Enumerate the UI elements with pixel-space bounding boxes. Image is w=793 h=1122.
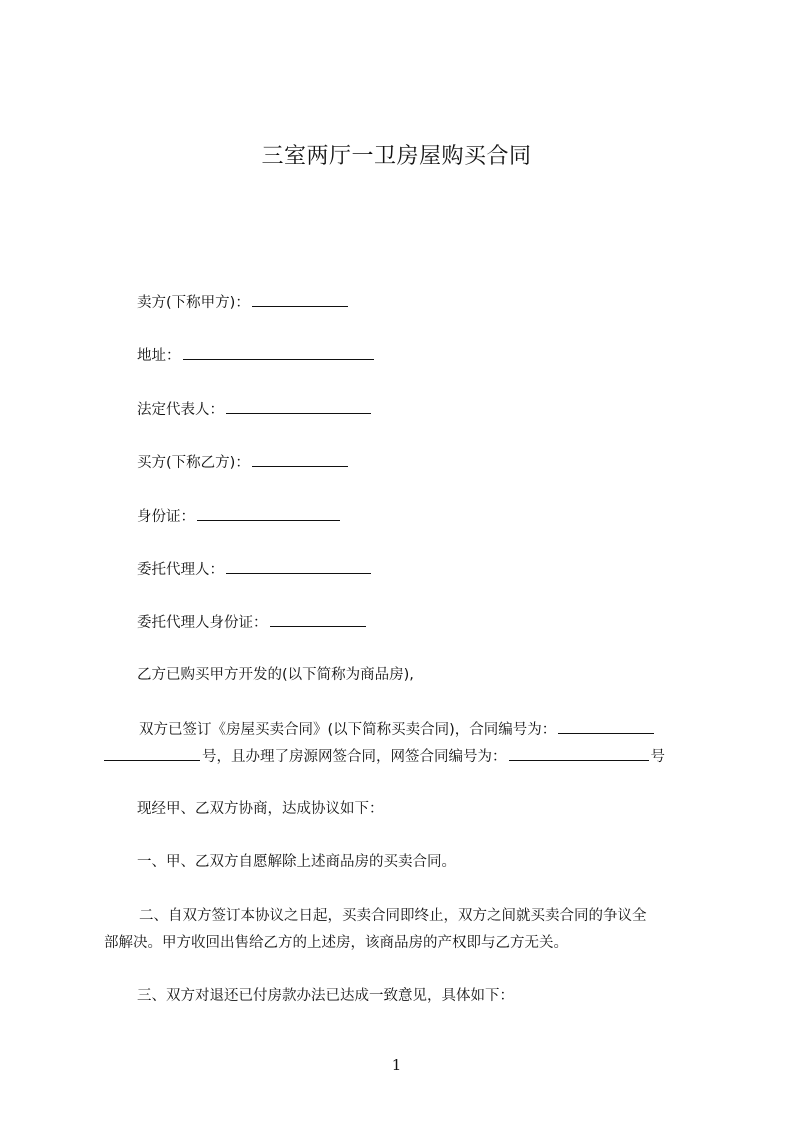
legal-rep-label: 法定代表人： — [137, 402, 224, 418]
signed-text-2b: 号 — [650, 749, 665, 765]
agent-line — [137, 559, 373, 580]
clause-1: 一、甲、乙双方自愿解除上述商品房的买卖合同。 — [137, 854, 456, 870]
online-contract-number-blank[interactable] — [509, 746, 649, 761]
legal-rep-blank[interactable] — [226, 399, 371, 414]
seller-line — [137, 292, 350, 313]
seller-blank[interactable] — [252, 292, 348, 307]
clause-2-line-1: 二、自双方签订本协议之日起，买卖合同即终止，双方之间就买卖合同的争议全 — [139, 908, 647, 924]
purchase-paragraph: 乙方已购买甲方开发的(以下简称为商品房), — [137, 667, 414, 683]
signed-paragraph-line-2 — [104, 746, 665, 767]
agent-id-label: 委托代理人身份证： — [137, 615, 268, 631]
signed-paragraph-line-1 — [139, 719, 656, 740]
address-line — [137, 345, 376, 366]
buyer-line — [137, 452, 350, 473]
page-number: 1 — [391, 1056, 402, 1074]
buyer-blank[interactable] — [252, 452, 348, 467]
id-label: 身份证： — [137, 509, 195, 525]
seller-label: 卖方(下称甲方)： — [137, 295, 250, 311]
agent-blank[interactable] — [226, 559, 371, 574]
clause-2-line-2: 部解决。甲方收回出售给乙方的上述房，该商品房的产权即与乙方无关。 — [104, 935, 568, 951]
agreement-paragraph: 现经甲、乙双方协商，达成协议如下： — [137, 801, 384, 817]
document-title: 三室两厅一卫房屋购买合同 — [261, 144, 532, 169]
id-blank[interactable] — [197, 506, 340, 521]
contract-number-blank-part1[interactable] — [558, 719, 654, 734]
agent-label: 委托代理人： — [137, 562, 224, 578]
id-line — [137, 506, 342, 527]
address-label: 地址： — [137, 348, 181, 364]
buyer-label: 买方(下称乙方)： — [137, 455, 250, 471]
agent-id-blank[interactable] — [270, 612, 366, 627]
contract-number-blank-part2[interactable] — [104, 746, 200, 761]
legal-rep-line — [137, 399, 373, 420]
signed-text-2a: 号，且办理了房源网签合同，网签合同编号为： — [202, 749, 507, 765]
agent-id-line — [137, 612, 368, 633]
signed-text-1: 双方已签订《房屋买卖合同》(以下简称买卖合同)，合同编号为： — [139, 722, 557, 738]
clause-3: 三、双方对退还已付房款办法已达成一致意见，具体如下： — [137, 988, 514, 1004]
address-blank[interactable] — [183, 345, 374, 360]
